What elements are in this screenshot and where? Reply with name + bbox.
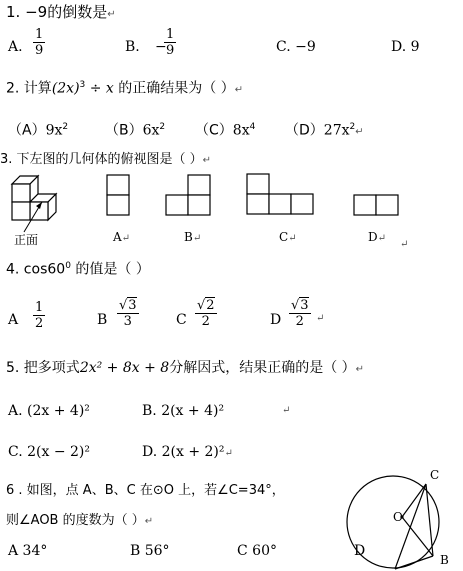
q3-end-mark: ↵ <box>400 239 409 250</box>
q2-option-a: $(A)9x^2$ <box>8 122 69 139</box>
q2-option-b: $(B)6x^2$ <box>105 122 166 139</box>
q1-option-a-label: A. <box>8 39 23 55</box>
q5-option-b: B. 2(x + 4)² <box>142 403 225 419</box>
q6-fig-label-b: B <box>440 553 449 567</box>
q4-end-mark: ↵ <box>316 313 325 324</box>
q3-option-d-view <box>353 194 403 220</box>
q4-option-a-fraction: 1 2 <box>35 300 44 331</box>
q3-stem: 3. 下左图的几何体的俯视图是（ ）↵ <box>0 152 212 167</box>
q3-option-a-label: A↵ <box>113 230 131 244</box>
q6-fig-label-c: C <box>430 468 440 482</box>
q6-line2: 则∠AOB 的度数为（ ）↵ <box>6 513 154 528</box>
q3-front-label: 正面 <box>14 233 39 247</box>
q6-option-d: D <box>354 543 366 559</box>
q4-option-b-fraction: √3 3 <box>119 298 137 329</box>
q6-option-b: B 56° <box>130 543 170 559</box>
q3-option-b-view <box>165 174 215 218</box>
q4-option-c-label: C <box>176 312 187 328</box>
q4-option-d-fraction: √3 2 <box>291 298 309 329</box>
q1-stem: 1. −9的倒数是↵ <box>6 3 116 21</box>
q4-option-d-label: D <box>270 312 282 328</box>
q1-option-b-sign: − <box>155 39 167 55</box>
q2-option-c: $(C)8x^4$ <box>195 122 256 139</box>
q5-mark-1: ↵ <box>282 405 291 416</box>
q1-option-d: D. 9 <box>391 39 420 55</box>
q3-option-c-view <box>246 173 320 219</box>
q2-stem: 2. 计算$(2x)^3 \div x$ 的正确结果为（ ）↵ <box>6 80 244 97</box>
q6-option-c: C 60° <box>237 543 277 559</box>
q4-option-b-label: B <box>97 312 108 328</box>
q4-option-c-fraction: √2 2 <box>197 298 215 329</box>
q5-option-d: D. 2(x + 2)²↵ <box>142 444 233 460</box>
q3-option-c-label: C↵ <box>279 230 297 244</box>
q2-option-d: $(D)27x^2↵$ <box>285 122 364 139</box>
q4-stem: 4. $\cos 60^0$ 的值是（ ） <box>6 261 150 278</box>
q5-option-a: A. (2x + 4)² <box>8 403 90 419</box>
q6-option-a: A 34° <box>8 543 48 559</box>
q3-option-d-label: D↵ <box>368 230 387 244</box>
q1-option-b-label: B. <box>125 39 140 55</box>
q1-option-c: C. −9 <box>276 39 316 55</box>
q3-option-b-label: B↵ <box>184 230 202 244</box>
q3-front-arrow <box>20 196 50 236</box>
q6-fig-label-o: O <box>393 510 403 524</box>
q3-option-a-view <box>106 174 132 218</box>
q5-option-c: C. 2(x − 2)² <box>8 444 90 460</box>
q5-stem: 5. 把多项式2x² + 8x + 8分解因式，结果正确的是（ ）↵ <box>6 360 365 376</box>
q6-line1: 6 . 如图，点 A、B、C 在⊙O 上，若∠C=34°， <box>6 483 285 498</box>
q4-option-a-label: A <box>8 312 19 328</box>
q1-option-b-fraction: 1 9 <box>166 27 175 58</box>
q1-option-a-fraction: 1 9 <box>35 27 44 58</box>
